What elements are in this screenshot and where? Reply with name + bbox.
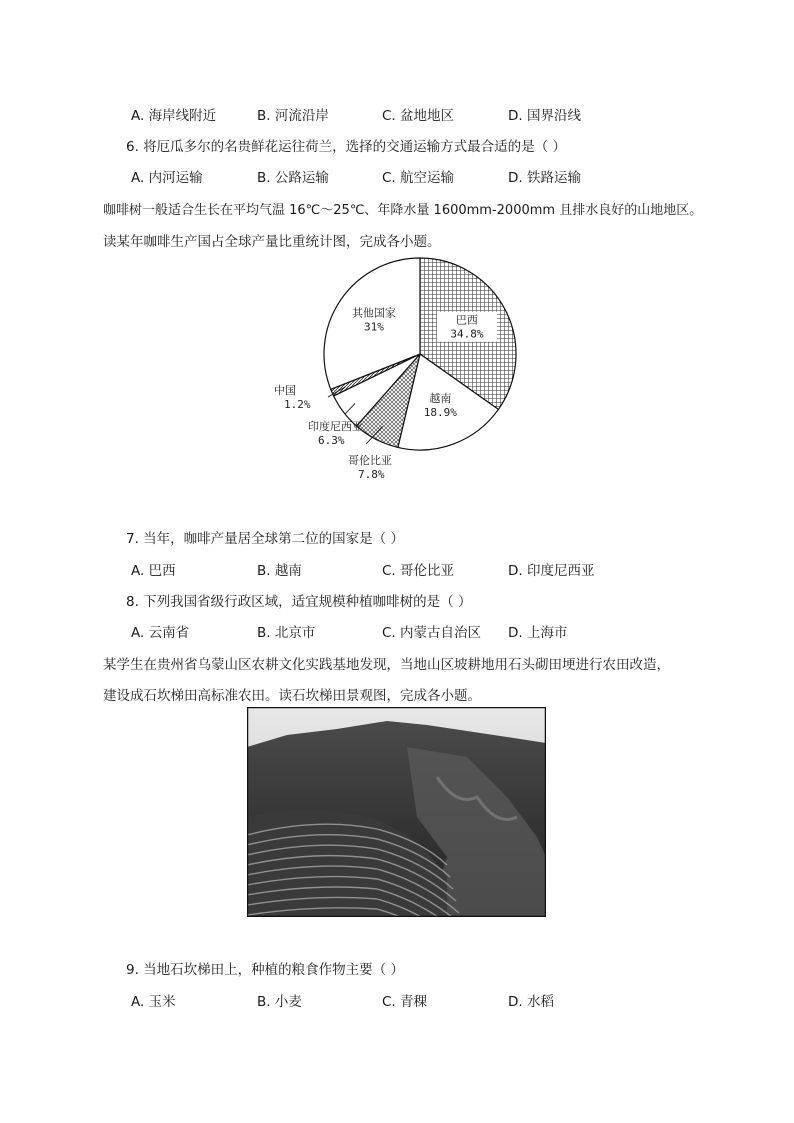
pie-label-value-0: 34.8% (450, 327, 484, 341)
q6-stem: 6. 将厄瓜多尔的名贵鲜花运往荷兰，选择的交通运输方式最合适的是（ ） (126, 139, 566, 155)
q5-option-b: B. 河流沿岸 (257, 108, 329, 124)
q9-options (131, 990, 691, 1010)
passage-coffee-line1: 咖啡树一般适合生长在平均气温 16℃～25℃、年降水量 1600mm-2000mm 且排水良好的山地地区。 (103, 203, 703, 218)
q7-option-c: C. 哥伦比亚 (382, 563, 455, 579)
q7-option-a: A. 巴西 (131, 563, 176, 579)
q8-options (131, 621, 691, 641)
q7-option-b: B. 越南 (257, 563, 302, 579)
q9-option-d: D. 水稻 (508, 994, 554, 1010)
q6-option-c: C. 航空运输 (382, 170, 455, 186)
pie-label-value-1: 18.9% (423, 405, 457, 419)
pie-label-name-3: 印度尼西亚 (308, 420, 363, 433)
q9-stem: 9. 当地石坎梯田上，种植的粮食作物主要（ ） (126, 962, 404, 978)
pie-label-name-4: 中国 (274, 384, 296, 397)
q6-option-d: D. 铁路运输 (508, 170, 581, 186)
coffee-production-pie-chart (268, 254, 528, 488)
stone-terrace-landscape-photo (247, 707, 546, 917)
q8-option-b: B. 北京市 (257, 625, 316, 641)
pie-label-value-2: 7.8% (358, 468, 385, 481)
q8-option-d: D. 上海市 (508, 625, 568, 641)
q5-option-d: D. 国界沿线 (508, 108, 581, 124)
q7-options (131, 559, 691, 579)
passage-coffee-line2: 读某年咖啡生产国占全球产量比重统计图，完成各小题。 (103, 234, 441, 250)
q5-option-a: A. 海岸线附近 (131, 108, 217, 124)
passage-terrace-line2: 建设成石坎梯田高标准农田。读石坎梯田景观图，完成各小题。 (103, 688, 481, 704)
q9-option-b: B. 小麦 (257, 994, 302, 1010)
q6-options (131, 166, 691, 186)
q6-option-a: A. 内河运输 (131, 170, 203, 186)
q8-stem: 8. 下列我国省级行政区域，适宜规模种植咖啡树的是（ ） (126, 594, 472, 610)
pie-label-name-1: 越南 (429, 391, 452, 405)
q5-options (131, 104, 691, 124)
pie-label-value-3: 6.3% (318, 434, 345, 447)
q7-option-d: D. 印度尼西亚 (508, 563, 595, 579)
pie-label-value-4: 1.2% (284, 398, 311, 411)
q9-option-a: A. 玉米 (131, 994, 176, 1010)
passage-terrace-line1: 某学生在贵州省乌蒙山区农耕文化实践基地发现，当地山区坡耕地用石头砌田埂进行农田改造， (103, 657, 670, 673)
q6-option-b: B. 公路运输 (257, 170, 329, 186)
q8-option-a: A. 云南省 (131, 625, 190, 641)
pie-label-value-5: 31% (364, 320, 384, 334)
pie-label-name-5: 其他国家 (351, 306, 396, 320)
pie-label-name-0: 巴西 (455, 313, 478, 327)
q7-stem: 7. 当年，咖啡产量居全球第二位的国家是（ ） (126, 531, 404, 547)
q8-option-c: C. 内蒙古自治区 (382, 625, 482, 641)
pie-label-name-2: 哥伦比亚 (348, 454, 392, 467)
q5-option-c: C. 盆地地区 (382, 108, 455, 124)
q9-option-c: C. 青稞 (382, 994, 428, 1010)
